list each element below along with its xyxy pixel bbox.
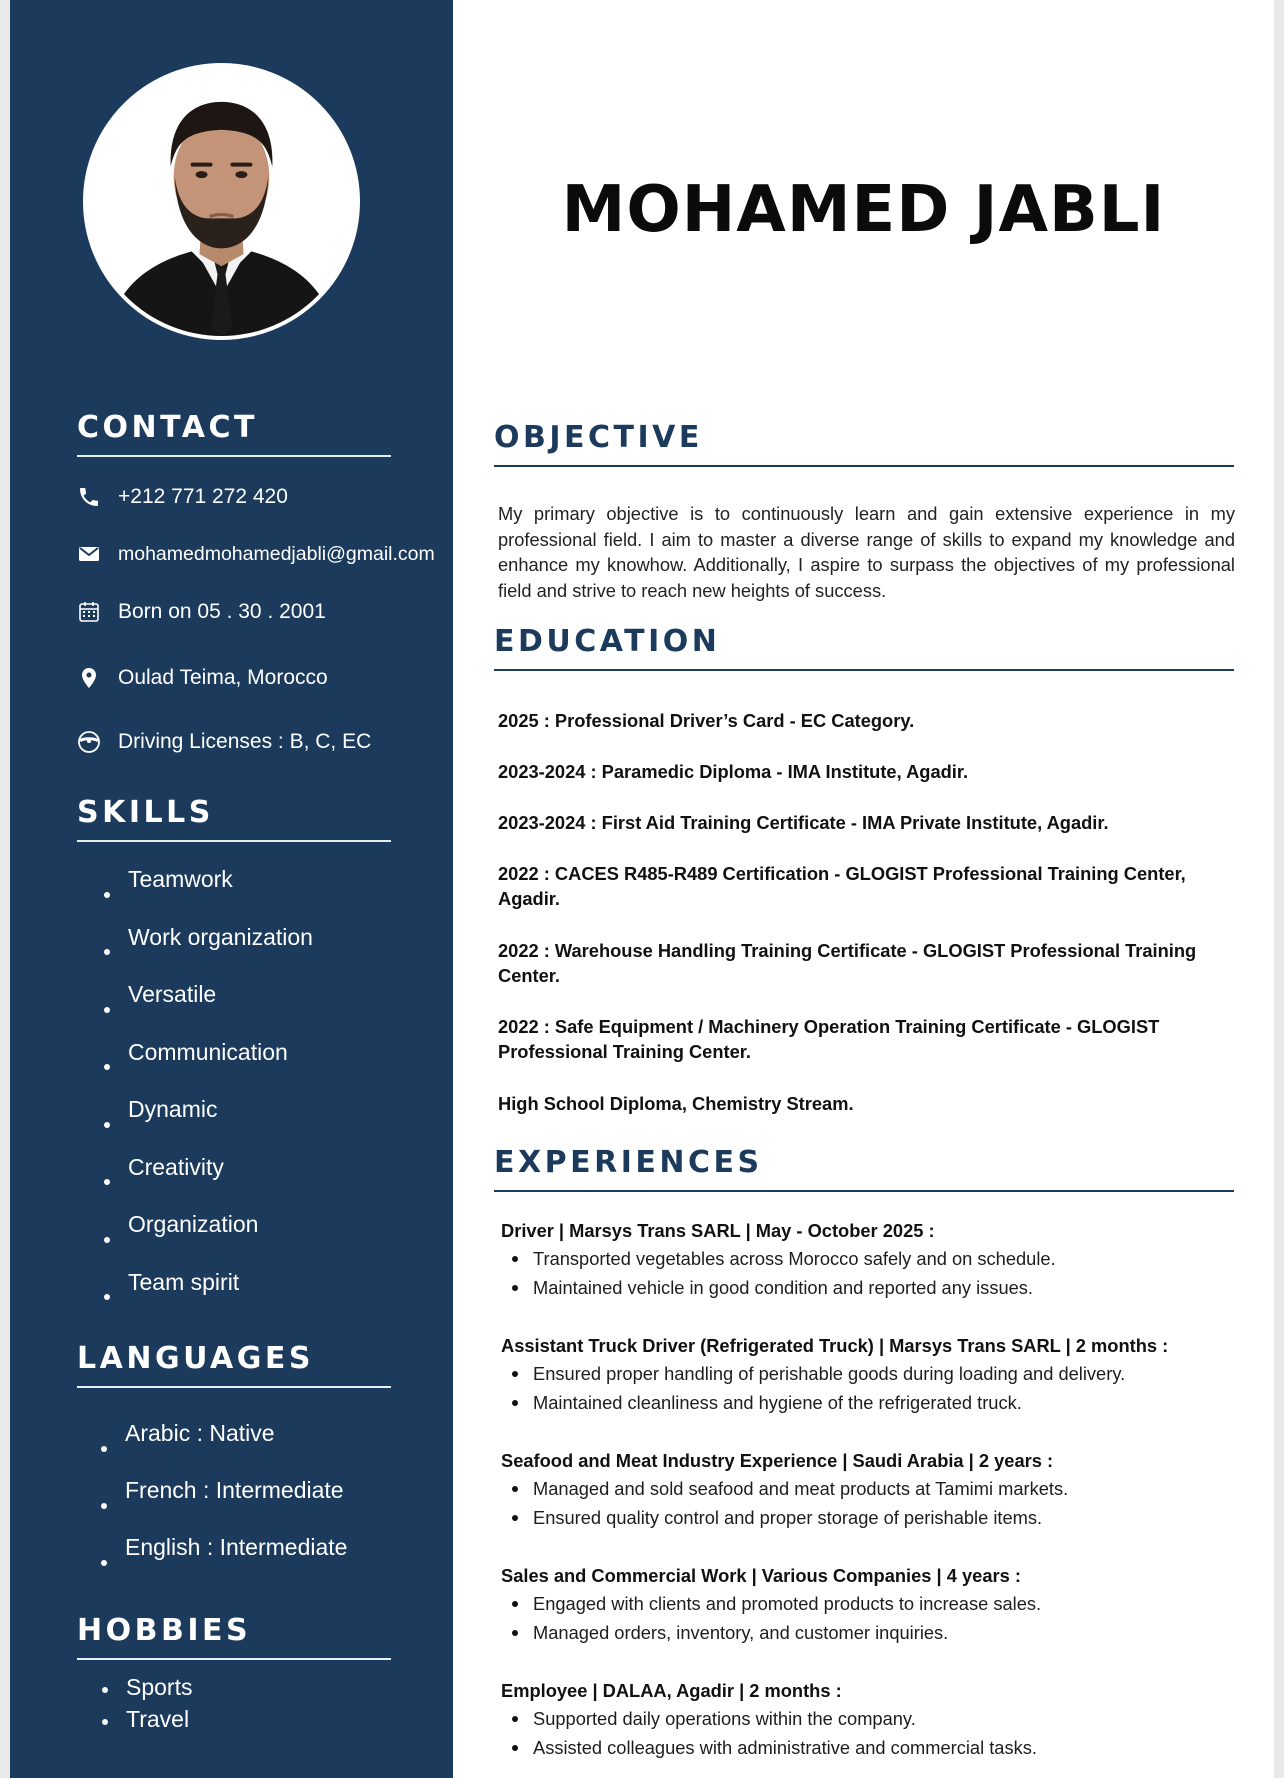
language-item: French : Intermediate xyxy=(101,1477,347,1534)
experience-block xyxy=(501,1333,1236,1417)
profile-photo xyxy=(83,63,360,340)
skill-item: Versatile xyxy=(104,981,313,1039)
experience-bullet: Ensured proper handling of perishable goods during loading and delivery. xyxy=(501,1359,1236,1388)
location-text: Oulad Teima, Morocco xyxy=(118,666,328,689)
experiences-heading: EXPERIENCES xyxy=(494,1145,1234,1192)
profile-photo-icon xyxy=(87,67,356,336)
sidebar xyxy=(10,0,453,1778)
education-item: 2023-2024 : First Aid Training Certificate - IMA Private Institute, Agadir. xyxy=(498,812,1109,833)
language-item: English : Intermediate xyxy=(101,1534,347,1591)
education-item: 2022 : Warehouse Handling Training Certificate - GLOGIST Professional Training Center. xyxy=(498,940,1197,986)
resume-page xyxy=(10,0,1274,1778)
location-row xyxy=(76,665,328,691)
hobbies-list xyxy=(102,1674,192,1738)
experience-bullet: Managed orders, inventory, and customer inquiries. xyxy=(501,1618,1236,1647)
education-heading: EDUCATION xyxy=(494,624,1234,671)
main-content xyxy=(453,0,1274,1778)
objective-heading: OBJECTIVE xyxy=(494,420,1234,467)
email-row xyxy=(76,541,435,567)
languages-heading: LANGUAGES xyxy=(77,1341,391,1388)
candidate-name: MOHAMED JABLI xyxy=(561,173,1166,247)
experience-bullet: Transported vegetables across Morocco safely and on schedule. xyxy=(501,1244,1236,1273)
experience-bullet: Maintained vehicle in good condition and reported any issues. xyxy=(501,1273,1236,1302)
birth-text: Born on 05 . 30 . 2001 xyxy=(118,600,326,623)
location-pin-icon xyxy=(76,665,102,691)
experience-bullet: Maintained cleanliness and hygiene of the refrigerated truck. xyxy=(501,1388,1236,1417)
skill-item: Team spirit xyxy=(104,1269,313,1327)
experience-bullet: Assisted colleagues with administrative and commercial tasks. xyxy=(501,1733,1236,1762)
experience-bullet: Supported daily operations within the company. xyxy=(501,1704,1236,1733)
skill-item: Teamwork xyxy=(104,866,313,924)
languages-list xyxy=(101,1420,347,1591)
hobby-item: Travel xyxy=(102,1706,192,1738)
education-item: 2023-2024 : Paramedic Diploma - IMA Institute, Agadir. xyxy=(498,761,969,782)
phone-row xyxy=(76,484,288,510)
experience-title: Seafood and Meat Industry Experience | Saudi Arabia | 2 years : xyxy=(501,1450,1054,1471)
skill-item: Work organization xyxy=(104,924,313,982)
experience-block xyxy=(501,1678,1236,1762)
skill-item: Communication xyxy=(104,1039,313,1097)
education-item: 2022 : Safe Equipment / Machinery Operation Training Certificate - GLOGIST Professional Training Center. xyxy=(498,1016,1160,1062)
skill-item: Dynamic xyxy=(104,1096,313,1154)
experience-title: Assistant Truck Driver (Refrigerated Truck) | Marsys Trans SARL | 2 months : xyxy=(501,1335,1169,1356)
education-item: 2025 : Professional Driver’s Card - EC Category. xyxy=(498,710,915,731)
education-item: High School Diploma, Chemistry Stream. xyxy=(498,1093,854,1114)
hobby-item: Sports xyxy=(102,1674,192,1706)
mail-icon xyxy=(76,541,102,567)
experience-bullet: Managed and sold seafood and meat products at Tamimi markets. xyxy=(501,1474,1236,1503)
contact-heading: CONTACT xyxy=(77,410,391,457)
phone-text: +212 771 272 420 xyxy=(118,485,288,508)
experience-block xyxy=(501,1448,1236,1532)
experience-block xyxy=(501,1218,1236,1302)
steering-wheel-icon xyxy=(76,729,102,755)
experience-block xyxy=(501,1563,1236,1647)
language-item: Arabic : Native xyxy=(101,1420,347,1477)
experience-title: Sales and Commercial Work | Various Companies | 4 years : xyxy=(501,1565,1021,1586)
skills-heading: SKILLS xyxy=(77,795,391,842)
education-item: 2022 : CACES R485-R489 Certification - GLOGIST Professional Training Center, Agadir. xyxy=(498,863,1186,909)
skill-item: Creativity xyxy=(104,1154,313,1212)
licenses-text: Driving Licenses : B, C, EC xyxy=(118,730,372,753)
calendar-icon xyxy=(76,599,102,625)
birth-row xyxy=(76,599,326,625)
phone-icon xyxy=(76,484,102,510)
experience-title: Employee | DALAA, Agadir | 2 months : xyxy=(501,1680,842,1701)
email-text: mohamedmohamedjabli@gmail.com xyxy=(118,542,435,565)
skill-item: Organization xyxy=(104,1211,313,1269)
skills-list xyxy=(104,866,313,1326)
experience-bullet: Engaged with clients and promoted products to increase sales. xyxy=(501,1589,1236,1618)
objective-text: My primary objective is to continuously learn and gain extensive experience in my professional field. I aim to master a diverse range of skills to expand my knowledge and enhance my knowhow. Additionally, I aspire to surpass the objectives of my professional field and strive to reach new heights of success. xyxy=(498,503,1235,601)
hobbies-heading: HOBBIES xyxy=(77,1613,391,1660)
licenses-row xyxy=(76,729,371,755)
experience-bullet: Ensured quality control and proper storage of perishable items. xyxy=(501,1503,1236,1532)
experience-title: Driver | Marsys Trans SARL | May - October 2025 : xyxy=(501,1220,935,1241)
